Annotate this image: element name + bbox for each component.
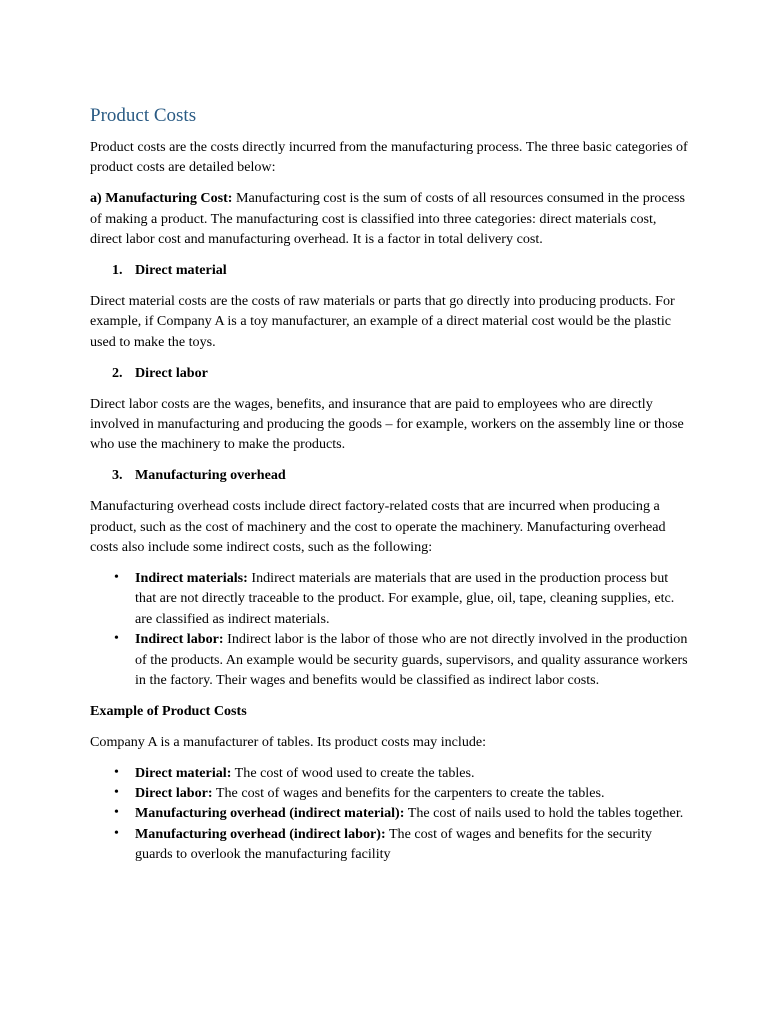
category-label: Direct labor — [135, 364, 208, 381]
manufacturing-cost-text: Manufacturing cost is the sum of costs of all resources consumed in the process of making a product. The manufacturing cost is classified into three categories: direct materials cost, direct labor cost and manufacturing overhead. It is a factor in total delivery cost. — [90, 190, 685, 248]
document-page — [90, 104, 690, 875]
category-description-direct-labor: Direct labor costs are the wages, benefits, and insurance that are paid to employees who are directly involved in manufacturing and producing the goods – for example, workers on the assembly line or those who use the machinery to make the products. — [90, 395, 684, 453]
category-description-direct-material: Direct material costs are the costs of raw materials or parts that go directly into producing products. For example, if Company A is a toy manufacturer, an example of a direct material cost would be the plastic used to make the toys. — [90, 292, 675, 350]
list-item-text: The cost of nails used to hold the tables together. — [404, 805, 684, 822]
list-item — [90, 763, 690, 783]
bullet-icon: • — [114, 825, 119, 841]
bullet-icon: • — [114, 785, 119, 801]
category-heading-manufacturing-overhead — [90, 465, 690, 485]
bullet-icon: • — [114, 764, 119, 780]
list-item-label: Indirect materials: — [135, 569, 248, 586]
list-item-label: Direct labor: — [135, 785, 213, 802]
example-heading: Example of Product Costs — [90, 702, 247, 719]
list-item-text: Indirect materials are materials that are used in the production process but that are not directly traceable to the product. For example, glue, oil, tape, cleaning supplies, etc. are classified as indirect materials. — [135, 569, 675, 627]
list-item-label: Manufacturing overhead (indirect labor): — [135, 825, 386, 842]
manufacturing-cost-paragraph — [90, 188, 690, 249]
category-number: 2. — [112, 364, 123, 381]
category-description-manufacturing-overhead: Manufacturing overhead costs include direct factory-related costs that are incurred when producing a product, such as the cost of machinery and the cost to operate the machinery. Manufacturing overhead costs also include some indirect costs, such as the following: — [90, 498, 666, 555]
list-item — [90, 803, 690, 823]
bullet-icon: • — [114, 631, 119, 647]
list-item-text: The cost of wages and benefits for the security guards to overlook the manufacturing facility — [135, 825, 652, 863]
example-list — [90, 763, 690, 865]
category-heading-direct-material — [90, 260, 690, 280]
list-item-text: The cost of wood used to create the tables. — [231, 764, 475, 781]
list-item-text: The cost of wages and benefits for the carpenters to create the tables. — [212, 785, 605, 802]
category-number: 1. — [112, 262, 123, 279]
intro-paragraph: Product costs are the costs directly incurred from the manufacturing process. The three basic categories of product costs are detailed below: — [90, 139, 688, 176]
bullet-icon: • — [114, 805, 119, 821]
page-title: Product Costs — [90, 105, 197, 126]
list-item — [90, 783, 690, 803]
manufacturing-cost-label: a) Manufacturing Cost: — [90, 190, 233, 207]
list-item — [90, 568, 690, 629]
list-item-label: Indirect labor: — [135, 631, 224, 648]
list-item-label: Direct material: — [135, 764, 232, 781]
list-item-label: Manufacturing overhead (indirect material): — [135, 805, 405, 822]
bullet-icon: • — [114, 569, 119, 585]
list-item — [90, 629, 690, 690]
category-number: 3. — [112, 467, 123, 484]
indirect-costs-list — [90, 568, 690, 690]
list-item-text: Indirect labor is the labor of those who are not directly involved in the production of the products. An example would be security guards, supervisors, and quality assurance workers in the factory. Their wages and benefits would be classified as indirect labor costs. — [135, 631, 688, 688]
example-intro: Company A is a manufacturer of tables. Its product costs may include: — [90, 733, 487, 750]
category-label: Direct material — [135, 262, 227, 279]
list-item — [90, 824, 690, 865]
category-label: Manufacturing overhead — [135, 467, 286, 484]
category-heading-direct-labor — [90, 363, 690, 383]
